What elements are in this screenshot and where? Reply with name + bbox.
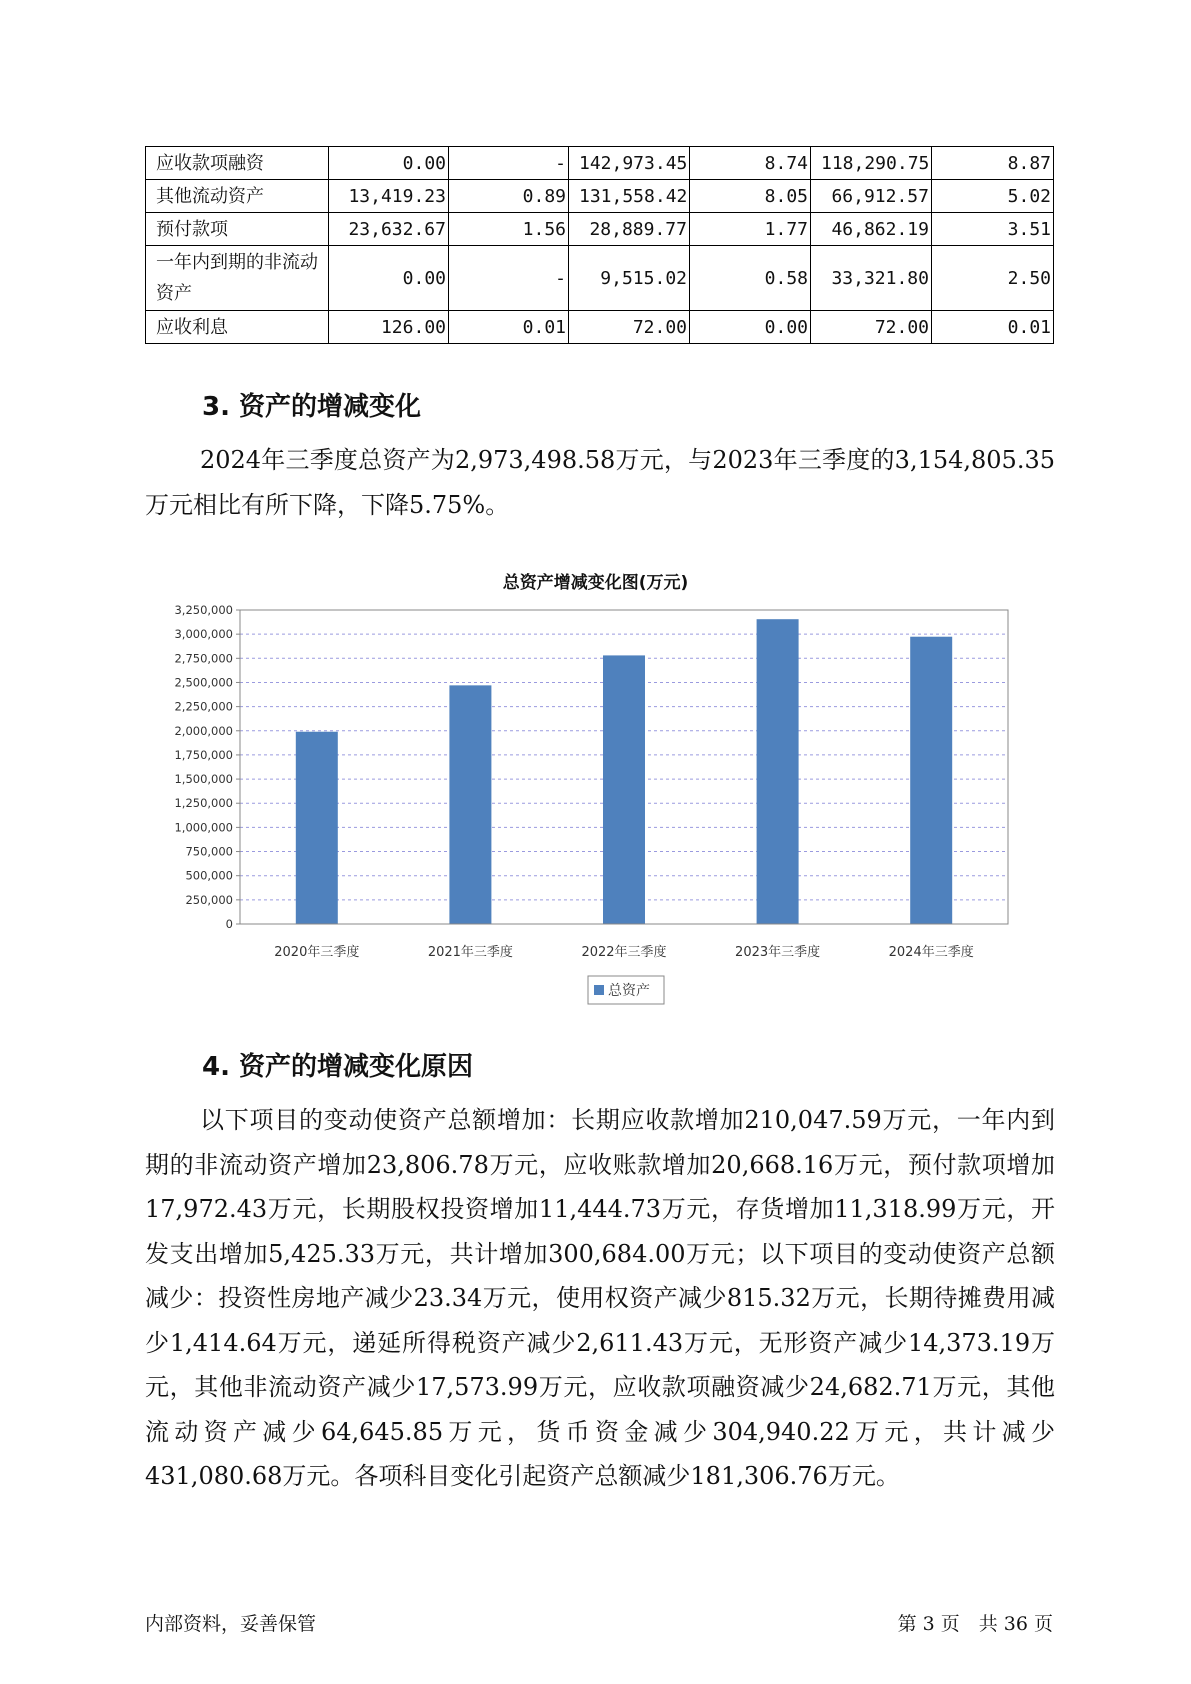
y-tick-label: 2,000,000 [174,723,233,738]
y-tick-label: 1,000,000 [174,820,233,835]
section-heading-asset-change: 3. 资产的增减变化 [202,392,422,422]
table-row [146,311,1054,344]
table-cell: - [449,147,569,180]
table-cell: 0.01 [932,311,1054,344]
table-cell: 66,912.57 [811,180,932,213]
table-cell: 72.00 [811,311,932,344]
bar [449,685,491,924]
x-tick-label: 2021年三季度 [427,945,513,960]
x-axis-labels [274,944,973,960]
row-label: 预付款项 [146,213,329,246]
section-paragraph-asset-change: 2024年三季度总资产为2,973,498.58万元，与2023年三季度的3,154,805.35万元相比有所下降，下降5.75%。 [145,446,1055,519]
bar [603,655,645,924]
row-label: 其他流动资产 [146,180,329,213]
total-assets-bar-chart [150,600,1030,1020]
table-cell: 0.00 [329,147,449,180]
y-tick-label: 2,250,000 [174,699,233,714]
row-label: 应收利息 [146,311,329,344]
y-tick-label: 1,750,000 [174,747,233,762]
table-cell: 131,558.42 [569,180,690,213]
table-cell: 33,321.80 [811,246,932,311]
y-axis-ticks [174,603,240,931]
table-body [146,147,1054,344]
row-label: 应收款项融资 [146,147,329,180]
x-tick-label: 2022年三季度 [581,945,667,960]
y-tick-label: 1,500,000 [174,772,233,787]
row-label: 一年内到期的非流动资产 [146,246,329,311]
table-cell: 46,862.19 [811,213,932,246]
x-tick-label: 2020年三季度 [274,945,360,960]
table-cell: 0.58 [690,246,811,311]
balance-table [145,146,1054,344]
table-cell: 23,632.67 [329,213,449,246]
table-cell: 0.00 [329,246,449,311]
footer-page-number: 第 3 页 共 36 页 [897,1613,1053,1635]
table-cell: 13,419.23 [329,180,449,213]
bar [296,732,338,924]
table-row [146,147,1054,180]
y-tick-label: 2,750,000 [174,651,233,666]
y-tick-label: 3,000,000 [174,627,233,642]
y-tick-label: 3,250,000 [174,603,233,617]
table-cell: 8.74 [690,147,811,180]
chart-title: 总资产增减变化图(万元) [502,573,689,593]
table-row [146,246,1054,311]
table-cell: 0.89 [449,180,569,213]
y-tick-label: 500,000 [185,868,233,883]
y-tick-label: 1,250,000 [174,796,233,811]
legend-swatch [594,985,604,995]
section-heading-change-reasons: 4. 资产的增减变化原因 [202,1052,474,1082]
table-cell: 72.00 [569,311,690,344]
chart-legend [588,976,664,1004]
y-tick-label: 2,500,000 [174,675,233,690]
table-cell: 0.01 [449,311,569,344]
y-tick-label: 750,000 [185,844,233,859]
table-cell: 1.56 [449,213,569,246]
table-cell: 5.02 [932,180,1054,213]
y-tick-label: 0 [225,917,233,931]
table-cell: 2.50 [932,246,1054,311]
table-cell: 126.00 [329,311,449,344]
bar [757,619,799,924]
table-cell: 1.77 [690,213,811,246]
table-cell: 28,889.77 [569,213,690,246]
section-paragraph-change-reasons: 以下项目的变动使资产总额增加：长期应收款增加210,047.59万元，一年内到期的非流动资产增加23,806.78万元，应收账款增加20,668.16万元，预付款项增加17,972.43万元，长期股权投资增加11,444.73万元，存货增加11,318.99万元，开发支出增加5,425.33万元，共计增加300,684.00万元；以下项目的变动使资产总额减少：投资性房地产减少23.34万元，使用权资产减少815.32万元，长期待摊费用减少1,414.64万元，递延所得税资产减少2,611.43万元，无形资产减少14,373.19万元，其他非流动资产减少17,573.99万元，应收款项融资减少24,682.71万元，其他流动资产减少64,645.85万元，货币资金减少304,940.22万元，共计减少431,080.68万元。各项科目变化引起资产总额减少181,306.76万元。 [145,1106,1055,1490]
x-tick-label: 2024年三季度 [888,945,974,960]
y-tick-label: 250,000 [185,892,233,907]
legend-label: 总资产 [608,983,650,999]
table-cell: 0.00 [690,311,811,344]
table-cell: - [449,246,569,311]
x-tick-label: 2023年三季度 [735,945,821,960]
table-row [146,213,1054,246]
footer-confidential-note: 内部资料，妥善保管 [145,1613,317,1635]
table-cell: 8.05 [690,180,811,213]
table-cell: 3.51 [932,213,1054,246]
bar [910,637,952,924]
table-cell: 142,973.45 [569,147,690,180]
table-cell: 118,290.75 [811,147,932,180]
table-cell: 8.87 [932,147,1054,180]
table-row [146,180,1054,213]
table-cell: 9,515.02 [569,246,690,311]
chart-bars [296,619,952,924]
